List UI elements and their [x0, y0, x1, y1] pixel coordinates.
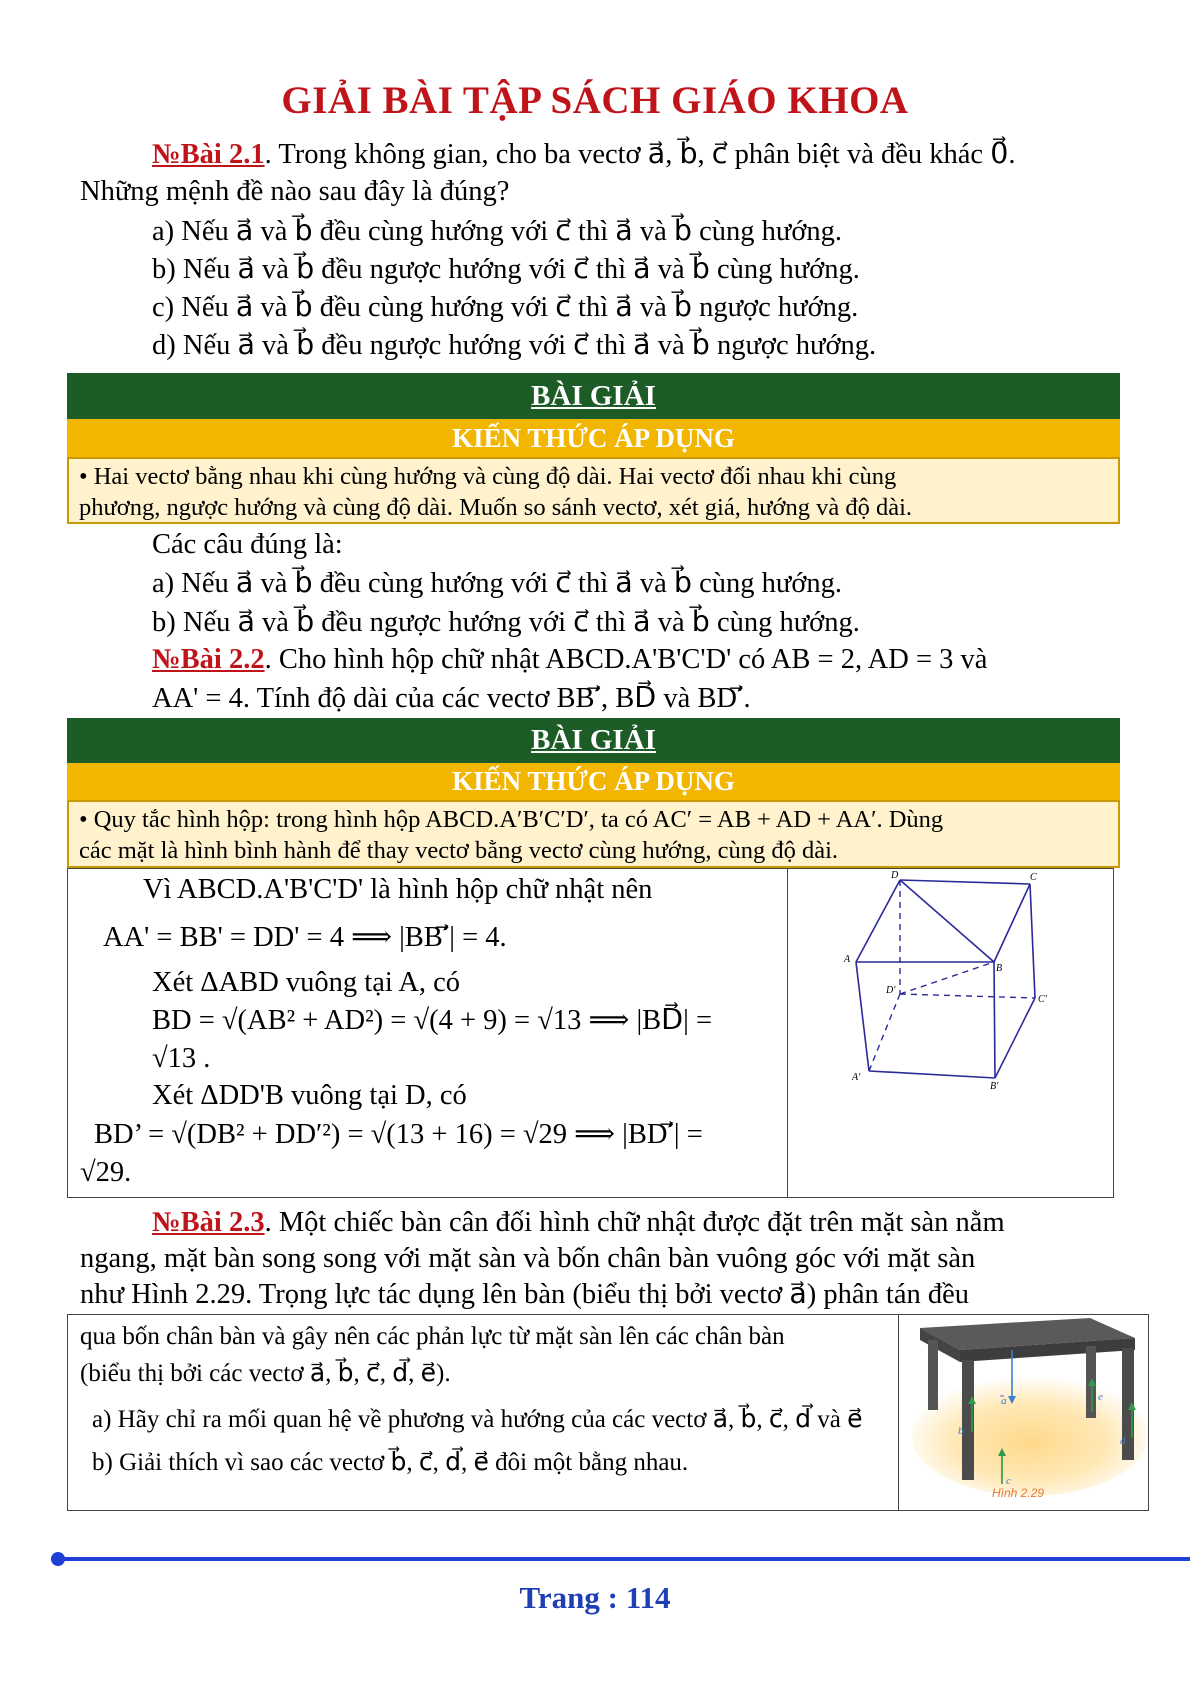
- option-d: d) Nếu a⃗ và b⃗ đều ngược hướng với c⃗ thì a⃗ và b⃗ ngược hướng.: [152, 330, 877, 361]
- solution-line: √13 .: [152, 1043, 211, 1074]
- vertex-label: B': [990, 1081, 999, 1092]
- vector-e-label: e: [1098, 1391, 1103, 1403]
- knowledge-box: [67, 800, 1120, 868]
- answer-a: a) Nếu a⃗ và b⃗ đều cùng hướng với c⃗ thì a⃗ và b⃗ cùng hướng.: [152, 568, 843, 599]
- knowledge-box: [67, 457, 1120, 524]
- problem-label: №Bài 2.2: [152, 644, 265, 675]
- problem-2-3-line1: [152, 1204, 1005, 1241]
- vertex-label: A: [844, 954, 851, 965]
- box-line: qua bốn chân bàn và gây nên các phản lực từ mặt sàn lên các chân bàn: [80, 1323, 785, 1350]
- footer-rule: [50, 1552, 1190, 1566]
- option-a: a) Nếu a⃗ và b⃗ đều cùng hướng với c⃗ thì a⃗ và b⃗ cùng hướng.: [152, 216, 843, 247]
- solution-header: BÀI GIẢI: [67, 373, 1120, 419]
- solution-header: BÀI GIẢI: [67, 718, 1120, 763]
- figure-caption: Hình 2.29: [992, 1486, 1045, 1500]
- option-c: c) Nếu a⃗ và b⃗ đều cùng hướng với c⃗ thì a⃗ và b⃗ ngược hướng.: [152, 292, 859, 323]
- question-a: a) Hãy chỉ ra mối quan hệ về phương và hướng của các vectơ a⃗, b⃗, c⃗, d⃗ và e⃗: [92, 1406, 863, 1433]
- problem-2-1-line2: Những mệnh đề nào sau đây là đúng?: [80, 176, 510, 207]
- solution-line: Vì ABCD.A'B'C'D' là hình hộp chữ nhật nên: [143, 874, 653, 905]
- knowledge-line: các mặt là hình bình hành để thay vectơ bằng vectơ cùng hướng, cùng độ dài.: [79, 837, 839, 864]
- solution-line: √29.: [80, 1157, 132, 1188]
- problem-2-3-line2: ngang, mặt bàn song song với mặt sàn và bốn chân bàn vuông góc với mặt sàn: [80, 1243, 976, 1274]
- question-b: b) Giải thích vì sao các vectơ b⃗, c⃗, d⃗, e⃗ đôi một bằng nhau.: [92, 1449, 689, 1476]
- knowledge-header: KIẾN THỨC ÁP DỤNG: [67, 763, 1120, 800]
- vector-d-label: d: [1120, 1435, 1126, 1447]
- vertex-label: A': [852, 1072, 861, 1083]
- vector-c-label: c: [1006, 1475, 1011, 1487]
- problem-label: №Bài 2.3: [152, 1207, 265, 1238]
- knowledge-header: KIẾN THỨC ÁP DỤNG: [67, 419, 1120, 457]
- vertex-label: D: [891, 870, 899, 881]
- knowledge-line: • Hai vectơ bằng nhau khi cùng hướng và cùng độ dài. Hai vectơ đối nhau khi cùng: [79, 463, 897, 490]
- knowledge-line: • Quy tắc hình hộp: trong hình hộp ABCD.A′B′C′D′, ta có AC′ = AB + AD + AA′. Dùng: [79, 806, 944, 833]
- vertex-label: C: [1030, 872, 1037, 883]
- option-b: b) Nếu a⃗ và b⃗ đều ngược hướng với c⃗ thì a⃗ và b⃗ cùng hướng.: [152, 254, 860, 285]
- page-title: GIẢI BÀI TẬP SÁCH GIÁO KHOA: [281, 79, 909, 122]
- solution-line: BD = √(AB² + AD²) = √(4 + 9) = √13 ⟹ |BD⃗| =: [152, 1005, 713, 1036]
- problem-2-3-line3: như Hình 2.29. Trọng lực tác dụng lên bàn (biểu thị bởi vectơ a⃗) phân tán đều: [80, 1279, 970, 1310]
- answer-b: b) Nếu a⃗ và b⃗ đều ngược hướng với c⃗ thì a⃗ và b⃗ cùng hướng.: [152, 607, 860, 638]
- answer-intro: Các câu đúng là:: [152, 529, 343, 560]
- box-line: (biểu thị bởi các vectơ a⃗, b⃗, c⃗, d⃗, e⃗).: [80, 1360, 451, 1387]
- vertex-label: C': [1038, 994, 1047, 1005]
- problem-text: . Cho hình hộp chữ nhật ABCD.A'B'C'D' có AB = 2, AD = 3 và: [264, 644, 988, 675]
- problem-2-2-line1: [152, 641, 987, 678]
- knowledge-line: phương, ngược hướng và cùng độ dài. Muốn so sánh vectơ, xét giá, hướng và độ dài.: [79, 494, 913, 521]
- problem-text: . Trong không gian, cho ba vectơ a⃗, b⃗, c⃗ phân biệt và đều khác 0⃗.: [264, 139, 1016, 170]
- problem-label: №Bài 2.1: [152, 139, 265, 170]
- solution-line: BD’ = √(DB² + DD′²) = √(13 + 16) = √29 ⟹ |BD′⃗| =: [94, 1119, 703, 1150]
- vertex-label: D': [886, 985, 896, 996]
- solution-line: AA' = BB' = DD' = 4 ⟹ |BB′⃗| = 4.: [103, 922, 507, 953]
- vector-b-label: b: [958, 1425, 964, 1437]
- vertex-label: B: [996, 963, 1003, 974]
- solution-line: Xét ΔABD vuông tại A, có: [152, 967, 461, 998]
- vector-a-label: a: [1001, 1395, 1007, 1407]
- problem-2-1-line1: [152, 136, 1015, 173]
- problem-text: . Một chiếc bàn cân đối hình chữ nhật được đặt trên mặt sàn nằm: [264, 1207, 1005, 1238]
- table-figure: [900, 1316, 1147, 1509]
- problem-2-2-line2: AA' = 4. Tính độ dài của các vectơ BB′⃗, BD⃗ và BD′⃗.: [152, 683, 751, 714]
- cuboid-figure: [790, 870, 1112, 1196]
- page-number: Trang : 114: [519, 1580, 671, 1615]
- solution-line: Xét ΔDD'B vuông tại D, có: [152, 1080, 467, 1111]
